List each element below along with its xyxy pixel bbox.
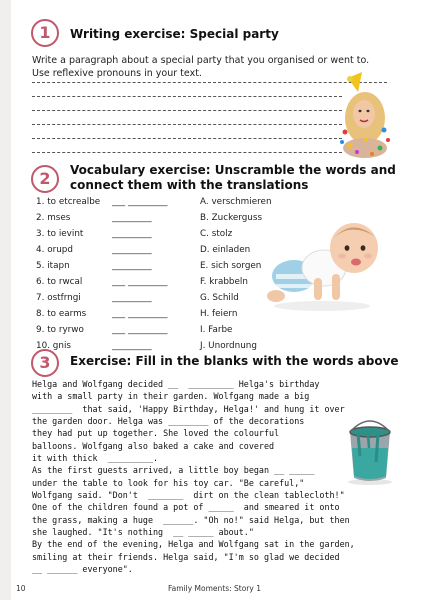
vocab-item bbox=[36, 244, 152, 256]
vocab-item-blank[interactable]: ___ _________ bbox=[112, 197, 168, 207]
vocab-item-word: to earms bbox=[47, 309, 87, 319]
vocab-item-word: mses bbox=[47, 213, 71, 223]
vocab-item-blank[interactable]: ___ _________ bbox=[112, 325, 168, 335]
vocab-item-word: to etcrealbe bbox=[47, 197, 101, 207]
vocab-item-blank[interactable]: _________ bbox=[112, 229, 152, 239]
writing-line bbox=[32, 110, 342, 111]
translation-item: D. einladen bbox=[200, 245, 251, 255]
vocab-item-number: 2. bbox=[36, 213, 45, 223]
vocab-item-blank[interactable]: _________ bbox=[112, 213, 152, 223]
story-line: One of the children found a pot of _____ and smeared it onto bbox=[32, 502, 340, 513]
story-line: it with thick _________. bbox=[32, 453, 159, 464]
writing-line bbox=[32, 96, 342, 97]
party-girl-photo bbox=[336, 70, 394, 158]
story-line: By the end of the evening, Helga and Wolfgang sat in the garden, bbox=[32, 539, 355, 550]
vocab-title-line-2: connect them with the translations bbox=[70, 178, 309, 192]
vocab-item-number: 10. bbox=[36, 341, 50, 351]
translation-item: B. Zuckerguss bbox=[200, 213, 263, 223]
vocab-item-number: 6. bbox=[36, 277, 45, 287]
vocab-item bbox=[36, 292, 152, 304]
vocab-item-word: to ievint bbox=[47, 229, 84, 239]
vocab-item-word: to rwcal bbox=[47, 277, 83, 287]
section-title-writing: Writing exercise: Special party bbox=[70, 27, 279, 41]
vocab-item-blank[interactable]: ___ _________ bbox=[112, 277, 168, 287]
crawling-baby-photo bbox=[262, 214, 392, 314]
translation-item: F. krabbeln bbox=[200, 277, 248, 287]
story-line: with a small party in their garden. Wolfgang made a big bbox=[32, 391, 310, 402]
vocab-item-number: 5. bbox=[36, 261, 45, 271]
writing-line bbox=[32, 138, 342, 139]
instruction-line-1: Write a paragraph about a special party that you organised or went to. bbox=[32, 55, 370, 66]
translation-item: E. sich sorgen bbox=[200, 261, 262, 271]
story-line: under the table to look for his toy car. "Be careful," bbox=[32, 477, 305, 488]
page-number: 10 bbox=[16, 584, 26, 593]
translation-item: J. Unordnung bbox=[200, 341, 257, 351]
vocab-item-number: 8. bbox=[36, 309, 45, 319]
vocab-item-blank[interactable]: ___ _________ bbox=[112, 309, 168, 319]
vocab-item-word: orupd bbox=[47, 245, 73, 255]
vocab-item bbox=[36, 308, 168, 320]
story-text bbox=[32, 378, 392, 576]
vocab-item-blank[interactable]: _________ bbox=[112, 341, 152, 351]
vocab-item-number: 1. bbox=[36, 197, 45, 207]
vocab-item-word: itapn bbox=[47, 261, 70, 271]
story-line: As the first guests arrived, a little boy began __ _____ bbox=[32, 465, 315, 476]
story-line: Helga and Wolfgang decided __ _________ Helga's birthday bbox=[32, 379, 320, 389]
writing-line bbox=[32, 82, 387, 83]
left-margin-stripe bbox=[0, 0, 11, 600]
book-title-footer: Family Moments: Story 1 bbox=[168, 584, 261, 593]
section-number-2: 2 bbox=[31, 165, 59, 193]
vocab-item bbox=[36, 196, 168, 208]
vocab-item-word: gnis bbox=[52, 341, 71, 351]
story-line: they had put up together. She loved the colourful bbox=[32, 428, 280, 439]
vocab-item-blank[interactable]: _________ bbox=[112, 245, 152, 255]
vocab-item-blank[interactable]: _________ bbox=[112, 261, 152, 271]
vocab-item bbox=[36, 260, 152, 272]
translation-item: C. stolz bbox=[200, 229, 233, 239]
section-number-3: 3 bbox=[31, 349, 59, 377]
story-line: the garden door. Helga was ________ of the decorations bbox=[32, 416, 305, 427]
instruction-line-2: Use reflexive pronouns in your text. bbox=[32, 68, 202, 79]
translation-item: I. Farbe bbox=[200, 325, 233, 335]
story-line: Wolfgang said. "Don't _______ dirt on the clean tablecloth!" bbox=[32, 490, 345, 501]
story-line: smiling at their friends. Helga said, "I'm so glad we decided bbox=[32, 551, 340, 562]
vocab-item bbox=[36, 276, 168, 288]
story-line: she laughed. "It's nothing __ _____ about." bbox=[32, 527, 254, 538]
vocab-item-number: 9. bbox=[36, 325, 45, 335]
vocab-item-number: 3. bbox=[36, 229, 45, 239]
vocab-item-number: 4. bbox=[36, 245, 45, 255]
vocab-item-number: 7. bbox=[36, 293, 45, 303]
story-line: the grass, making a huge ______. "Oh no!" said Helga, but then bbox=[32, 514, 350, 525]
vocab-item-blank[interactable]: _________ bbox=[112, 293, 152, 303]
writing-line bbox=[32, 124, 342, 125]
section-title-fill-blanks: Exercise: Fill in the blanks with the words above bbox=[70, 354, 399, 368]
story-line: ________ that said, 'Happy Birthday, Helga!' and hung it over bbox=[32, 403, 345, 414]
vocab-item-word: ostfrngi bbox=[47, 293, 81, 303]
story-line: __ ______ everyone". bbox=[32, 564, 133, 575]
writing-instructions bbox=[32, 54, 369, 80]
translation-item: G. Schild bbox=[200, 293, 239, 303]
writing-line bbox=[32, 152, 342, 153]
translation-item: A. verschmieren bbox=[200, 197, 272, 207]
vocab-item bbox=[36, 324, 168, 336]
section-number-1: 1 bbox=[31, 19, 59, 47]
vocab-item-word: to ryrwo bbox=[47, 325, 84, 335]
section-title-vocabulary bbox=[70, 163, 396, 193]
vocab-title-line-1: Vocabulary exercise: Unscramble the words and bbox=[70, 163, 396, 177]
paint-bucket-photo bbox=[344, 418, 396, 486]
vocab-item bbox=[36, 212, 152, 224]
vocab-item bbox=[36, 228, 152, 240]
story-line: balloons. Wolfgang also baked a cake and covered bbox=[32, 440, 275, 451]
translation-item: H. feiern bbox=[200, 309, 238, 319]
